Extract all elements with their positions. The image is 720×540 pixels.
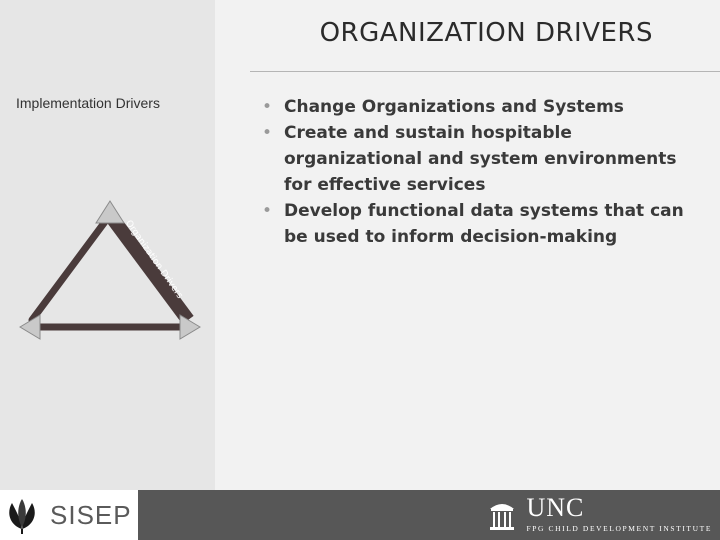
bullet-dot-icon: • xyxy=(262,123,273,143)
bullet-list xyxy=(262,94,707,250)
old-well-icon xyxy=(487,497,517,533)
unc-text-block xyxy=(526,493,713,533)
triangle-right-side xyxy=(110,215,188,320)
triangle-left-side xyxy=(32,215,110,320)
bullet-dot-icon: • xyxy=(262,97,273,117)
drivers-triangle-diagram xyxy=(10,195,210,355)
footer xyxy=(0,490,720,540)
footer-bar xyxy=(138,490,720,540)
unc-wordmark: UNC xyxy=(526,493,585,522)
title-divider xyxy=(250,71,720,72)
bullet-item xyxy=(262,94,707,120)
unc-logo xyxy=(487,493,713,533)
bullet-dot-icon: • xyxy=(262,201,273,221)
triangle-side-label: Organization Drivers xyxy=(123,218,185,301)
bullet-text: Develop functional data systems that can be used to inform decision-making xyxy=(284,201,684,247)
bullet-item xyxy=(262,120,707,198)
bullet-item xyxy=(262,198,707,250)
slide-title: ORGANIZATION DRIVERS xyxy=(319,18,653,48)
top-arrowhead-icon xyxy=(96,201,124,223)
bullet-text: Change Organizations and Systems xyxy=(284,97,624,117)
sisep-logo xyxy=(0,490,138,540)
right-arrowhead-icon xyxy=(180,315,200,339)
fpg-institute-name: FPG CHILD DEVELOPMENT INSTITUTE xyxy=(526,524,712,533)
sisep-wordmark: SISEP xyxy=(50,499,132,530)
sisep-leaf-icon xyxy=(0,495,44,535)
slide-subtitle: Implementation Drivers xyxy=(16,95,160,111)
bullet-text: Create and sustain hospitable organizational and system environments for effective services xyxy=(284,123,677,195)
